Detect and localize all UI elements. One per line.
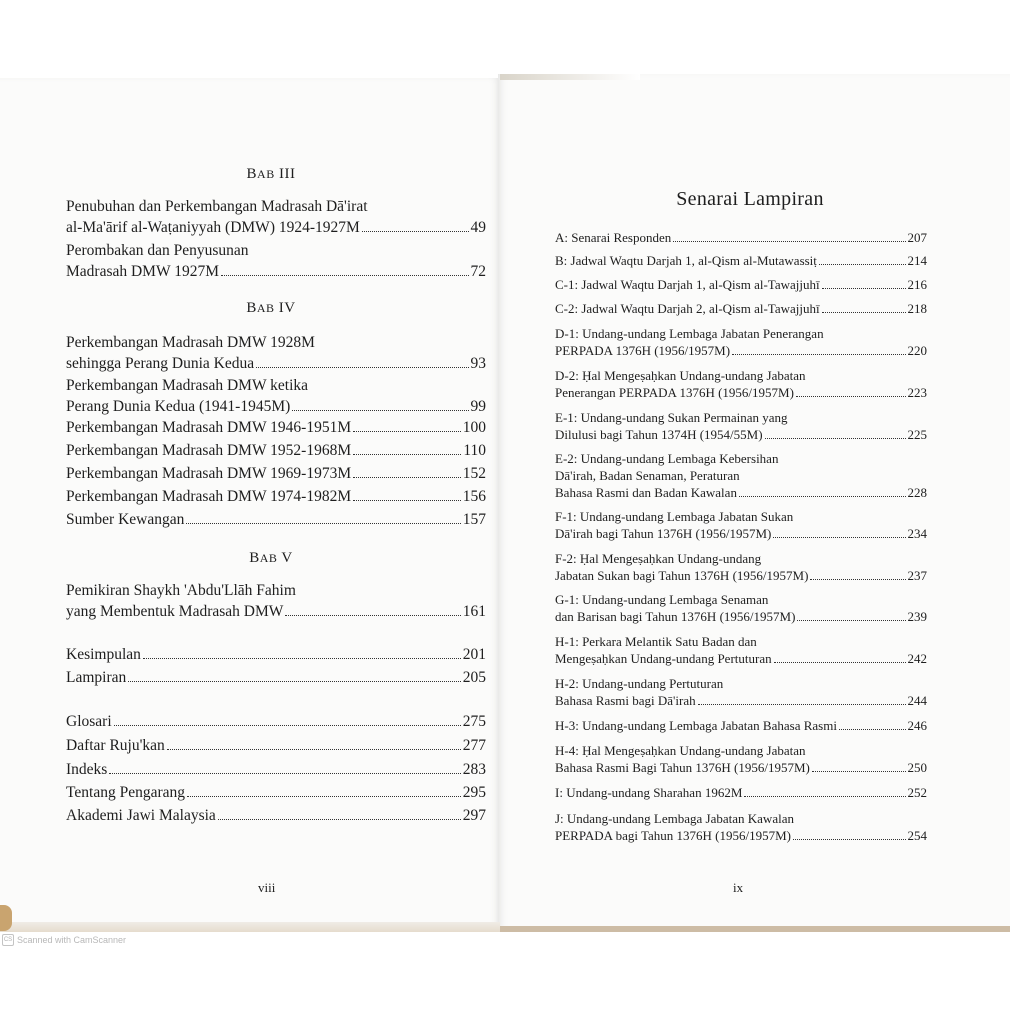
appendix-entry-line: B: Jadwal Waqtu Darjah 1, al-Qism al-Mutawassiṭ — [555, 253, 817, 268]
chapter-heading-bab-v: BAB V — [249, 550, 293, 566]
toc-entry — [66, 782, 486, 803]
appendix-entry — [555, 276, 927, 293]
toc-entry — [66, 667, 486, 688]
dot-leader — [765, 438, 906, 439]
toc-entry — [66, 417, 486, 438]
dot-leader — [221, 275, 469, 276]
dot-leader — [114, 725, 461, 726]
toc-page-number: 72 — [470, 263, 486, 280]
toc-entry-line: Perkembangan Madrasah DMW 1974-1982M — [66, 488, 352, 505]
toc-entry-line: Lampiran — [66, 669, 127, 686]
dot-leader — [732, 354, 905, 355]
appendix-entry-line: H-1: Perkara Melantik Satu Badan dan — [555, 634, 757, 649]
appendix-page-number: 237 — [907, 568, 927, 583]
appendix-entry — [555, 300, 927, 317]
appendix-page-number: 228 — [907, 485, 927, 500]
page-edge-bottom-left — [0, 922, 500, 932]
dot-leader — [812, 771, 906, 772]
toc-entry-line: Indeks — [66, 761, 108, 778]
appendix-entry — [555, 550, 927, 584]
appendix-entry-line: C-1: Jadwal Waqtu Darjah 1, al-Qism al-Tawajjuhī — [555, 277, 820, 292]
toc-entry-line: Perkembangan Madrasah DMW 1952-1968M — [66, 442, 352, 459]
dot-leader — [218, 819, 461, 820]
appendix-entry-line: Penerangan PERPADA 1376H (1956/1957M) — [555, 385, 794, 400]
appendix-entry — [555, 675, 927, 709]
dot-leader — [819, 264, 906, 265]
appendix-entry — [555, 784, 927, 801]
toc-entry — [66, 759, 486, 780]
appendix-entry-line: PERPADA 1376H (1956/1957M) — [555, 343, 731, 358]
appendix-entry — [555, 810, 927, 844]
dot-leader — [698, 704, 906, 705]
chapter-heading-bab-iii: BAB III — [246, 166, 296, 182]
appendix-entry-line: Bahasa Rasmi dan Badan Kawalan — [555, 485, 737, 500]
toc-entry-line: Perkembangan Madrasah DMW ketika — [66, 377, 309, 394]
toc-entry-line: Perkembangan Madrasah DMW 1928M — [66, 334, 315, 351]
page-title: Senarai Lampiran — [676, 188, 824, 210]
toc-entry — [66, 332, 486, 374]
appendix-entry-line: Bahasa Rasmi bagi Dā'irah — [555, 693, 696, 708]
toc-entry-line: Akademi Jawi Malaysia — [66, 807, 216, 824]
dot-leader — [285, 615, 460, 616]
appendix-page-number: 250 — [907, 760, 927, 775]
dot-leader — [796, 396, 906, 397]
dot-leader — [822, 312, 906, 313]
appendix-page-number: 254 — [907, 828, 927, 843]
appendix-entry-line: D-1: Undang-undang Lembaga Jabatan Penerangan — [555, 326, 824, 341]
appendix-page-number: 218 — [907, 301, 927, 316]
dot-leader — [773, 537, 905, 538]
toc-page-number: 99 — [470, 398, 486, 415]
appendix-page-number: 239 — [907, 609, 927, 624]
appendix-page-number: 223 — [907, 385, 927, 400]
toc-entry-line: Tentang Pengarang — [66, 784, 185, 801]
appendix-entry-line: Dā'irah bagi Tahun 1376H (1956/1957M) — [555, 526, 772, 541]
appendix-page-number: 246 — [907, 718, 927, 733]
dot-leader — [186, 523, 460, 524]
page-edge-bottom — [498, 926, 1010, 932]
dot-leader — [353, 431, 461, 432]
appendix-page-number: 234 — [907, 526, 927, 541]
scanner-watermark — [2, 934, 126, 946]
watermark-text: Scanned with CamScanner — [17, 935, 127, 945]
toc-entry — [66, 486, 486, 507]
appendix-entry — [555, 633, 927, 667]
appendix-entry-line: E-2: Undang-undang Lembaga Kebersihan — [555, 451, 779, 466]
dot-leader — [839, 729, 906, 730]
toc-entry — [66, 644, 486, 665]
toc-entry — [66, 375, 486, 417]
appendix-entry-line: Mengeṣaḥkan Undang-undang Pertuturan — [555, 651, 772, 666]
toc-entry-line: Perombakan dan Penyusunan — [66, 242, 249, 259]
dot-leader — [774, 662, 906, 663]
page-number-right: ix — [733, 880, 744, 895]
dot-leader — [744, 796, 905, 797]
appendix-entry-line: H-4: Ḥal Mengeṣaḥkan Undang-undang Jabatan — [555, 743, 806, 758]
toc-page-number: 277 — [462, 737, 486, 754]
toc-entry — [66, 805, 486, 826]
toc-entry-line: Penubuhan dan Perkembangan Madrasah Dā'irat — [66, 198, 368, 215]
appendix-entry-line: E-1: Undang-undang Sukan Permainan yang — [555, 410, 788, 425]
dot-leader — [128, 681, 460, 682]
toc-entry — [66, 463, 486, 484]
dot-leader — [793, 839, 906, 840]
appendix-entry — [555, 229, 927, 246]
toc-entry-line: Sumber Kewangan — [66, 511, 185, 528]
camscanner-icon: CS — [2, 934, 14, 946]
toc-entry — [66, 196, 486, 238]
toc-page-number: 156 — [462, 488, 486, 505]
book-corner — [0, 905, 12, 931]
dot-leader — [673, 241, 905, 242]
appendix-entry — [555, 252, 927, 269]
appendix-entry-line: C-2: Jadwal Waqtu Darjah 2, al-Qism al-Tawajjuhī — [555, 301, 820, 316]
appendix-entry-line: G-1: Undang-undang Lembaga Senaman — [555, 592, 769, 607]
appendix-entry-line: H-2: Undang-undang Pertuturan — [555, 676, 724, 691]
page-number-left: viii — [258, 880, 276, 895]
toc-page-number: 283 — [462, 761, 486, 778]
appendix-entry-line: D-2: Ḥal Mengeṣaḥkan Undang-undang Jabatan — [555, 368, 806, 383]
toc-entry-line: Perkembangan Madrasah DMW 1969-1973M — [66, 465, 352, 482]
appendix-page-number: 214 — [907, 253, 927, 268]
appendix-entry-line: F-2: Ḥal Mengeṣaḥkan Undang-undang — [555, 551, 762, 566]
appendix-page-number: 252 — [907, 785, 927, 800]
appendix-entry-line: Jabatan Sukan bagi Tahun 1376H (1956/1957M) — [555, 568, 809, 583]
dot-leader — [353, 500, 461, 501]
appendix-entry-line: I: Undang-undang Sharahan 1962M — [555, 785, 743, 800]
toc-entry-line: yang Membentuk Madrasah DMW — [66, 603, 284, 620]
appendix-entry-line: PERPADA bagi Tahun 1376H (1956/1957M) — [555, 828, 791, 843]
toc-entry — [66, 711, 486, 732]
toc-entry-line: al-Ma'ārif al-Waṭaniyyah (DMW) 1924-1927M — [66, 219, 360, 236]
dot-leader — [167, 749, 461, 750]
appendix-entry-line: H-3: Undang-undang Lembaga Jabatan Bahasa Rasmi — [555, 718, 837, 733]
toc-page-number: 49 — [470, 219, 486, 236]
dot-leader — [109, 773, 460, 774]
toc-page-number: 161 — [462, 603, 486, 620]
toc-entry — [66, 440, 486, 461]
appendix-entry — [555, 325, 927, 359]
toc-page-number: 205 — [462, 669, 486, 686]
toc-entry-line: Glosari — [66, 713, 112, 730]
toc-entry-line: sehingga Perang Dunia Kedua — [66, 355, 255, 372]
appendix-entry — [555, 450, 927, 501]
appendix-page-number: 244 — [907, 693, 927, 708]
toc-entry-line: Pemikiran Shaykh 'Abdu'Llāh Fahim — [66, 582, 296, 599]
toc-entry-line: Kesimpulan — [66, 646, 141, 663]
toc-entry — [66, 509, 486, 530]
appendix-entry-line: dan Barisan bagi Tahun 1376H (1956/1957M) — [555, 609, 796, 624]
dot-leader — [353, 477, 461, 478]
toc-page-number: 93 — [470, 355, 486, 372]
appendix-entry-line: Dilulusi bagi Tahun 1374H (1954/55M) — [555, 427, 763, 442]
appendix-page-number: 207 — [907, 230, 927, 245]
appendix-entry — [555, 742, 927, 776]
toc-entry — [66, 240, 486, 282]
toc-page-number: 275 — [462, 713, 486, 730]
toc-entry-line: Daftar Ruju'kan — [66, 737, 165, 754]
dot-leader — [810, 579, 905, 580]
toc-entry — [66, 735, 486, 756]
toc-page-number: 297 — [462, 807, 486, 824]
appendix-entry-line: J: Undang-undang Lembaga Jabatan Kawalan — [555, 811, 794, 826]
appendix-entry-line: Dā'irah, Badan Senaman, Peraturan — [555, 468, 740, 483]
toc-page-number: 152 — [462, 465, 486, 482]
toc-entry-line: Perkembangan Madrasah DMW 1946-1951M — [66, 419, 352, 436]
toc-page-number: 157 — [462, 511, 486, 528]
toc-entry — [66, 580, 486, 622]
appendix-entry — [555, 409, 927, 443]
toc-page-number: 201 — [462, 646, 486, 663]
dot-leader — [797, 620, 905, 621]
appendix-entry-line: F-1: Undang-undang Lembaga Jabatan Sukan — [555, 509, 794, 524]
appendix-entry — [555, 717, 927, 734]
toc-page-number: 100 — [462, 419, 486, 436]
appendix-page-number: 225 — [907, 427, 927, 442]
dot-leader — [143, 658, 461, 659]
chapter-heading-bab-iv: BAB IV — [246, 300, 296, 316]
appendix-entry-line: Bahasa Rasmi Bagi Tahun 1376H (1956/1957M) — [555, 760, 810, 775]
dot-leader — [256, 367, 468, 368]
toc-page-number: 295 — [462, 784, 486, 801]
dot-leader — [353, 454, 461, 455]
toc-page-number: 110 — [463, 442, 486, 459]
appendix-entry-line: A: Senarai Responden — [555, 230, 672, 245]
dot-leader — [822, 288, 906, 289]
appendix-page-number: 220 — [907, 343, 927, 358]
appendix-entry — [555, 508, 927, 542]
dot-leader — [739, 496, 906, 497]
dot-leader — [362, 231, 469, 232]
toc-entry-line: Perang Dunia Kedua (1941-1945M) — [66, 398, 291, 415]
toc-entry-line: Madrasah DMW 1927M — [66, 263, 219, 280]
page-edge-top — [500, 74, 640, 80]
appendix-page-number: 216 — [907, 277, 927, 292]
dot-leader — [292, 410, 468, 411]
appendix-entry — [555, 591, 927, 625]
dot-leader — [187, 796, 461, 797]
appendix-entry — [555, 367, 927, 401]
appendix-page-number: 242 — [907, 651, 927, 666]
